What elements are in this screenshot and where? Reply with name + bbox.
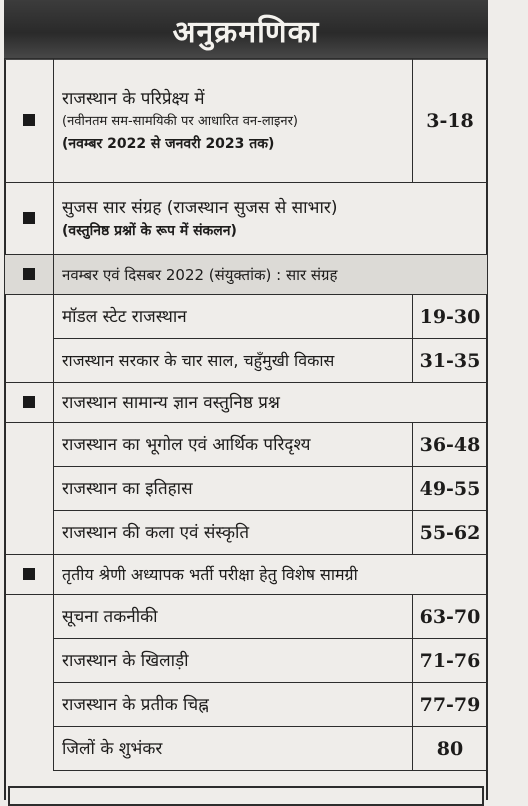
toc-entry[interactable] <box>5 183 488 255</box>
section-heading-row <box>5 555 488 595</box>
bullet-square-icon <box>5 59 54 183</box>
toc-entry[interactable] <box>5 59 488 183</box>
toc-entry[interactable] <box>5 683 488 727</box>
entry-subtitle: (नवीनतम सम-सामयिकी पर आधारित वन-लाइनर) <box>62 113 298 129</box>
page-range: 49-55 <box>413 467 488 511</box>
page-range: 36-48 <box>413 423 488 467</box>
page-range: 63-70 <box>413 595 488 639</box>
bullet-square-icon <box>5 555 54 595</box>
entry-subtitle: (वस्तुनिष्ठ प्रश्नों के रूप में संकलन) <box>62 222 237 239</box>
toc-entry[interactable] <box>5 727 488 771</box>
toc-entry[interactable] <box>5 467 488 511</box>
contents-table <box>4 58 488 771</box>
page-title: अनुक्रमणिका <box>172 14 320 50</box>
page-range: 19-30 <box>413 295 488 339</box>
bullet-square-icon <box>5 383 54 423</box>
entry-title: सुजस सार संग्रह (राजस्थान सुजस से साभार) <box>62 197 338 218</box>
page-range: 55-62 <box>413 511 488 555</box>
section-heading: नवम्बर एवं दिसबर 2022 (संयुक्तांक) : सार संग्रह <box>54 255 488 295</box>
entry-title: राजस्थान का इतिहास <box>54 467 413 511</box>
contents-header <box>4 0 488 60</box>
page-range: 71-76 <box>413 639 488 683</box>
section-heading: तृतीय श्रेणी अध्यापक भर्ती परीक्षा हेतु विशेष सामग्री <box>54 555 488 595</box>
entry-title: राजस्थान का भूगोल एवं आर्थिक परिदृश्य <box>54 423 413 467</box>
section-heading-row <box>5 255 488 295</box>
entry-title: राजस्थान के प्रतीक चिह्न <box>54 683 413 727</box>
entry-date-range: (नवम्बर 2022 से जनवरी 2023 तक) <box>62 135 275 152</box>
entry-title: राजस्थान के खिलाड़ी <box>54 639 413 683</box>
toc-entry[interactable] <box>5 511 488 555</box>
page-range: 80 <box>413 727 488 771</box>
entry-title: जिलों के शुभंकर <box>54 727 413 771</box>
bottom-border-box <box>8 786 484 806</box>
entry-title: राजस्थान सरकार के चार साल, चहुँमुखी विकास <box>54 339 413 383</box>
entry-title: मॉडल स्टेट राजस्थान <box>54 295 413 339</box>
toc-entry[interactable] <box>5 423 488 467</box>
toc-entry[interactable] <box>5 595 488 639</box>
page-range: 77-79 <box>413 683 488 727</box>
toc-entry[interactable] <box>5 339 488 383</box>
section-heading-row <box>5 383 488 423</box>
bullet-square-icon <box>5 183 54 255</box>
toc-entry[interactable] <box>5 639 488 683</box>
page-range: 3-18 <box>413 59 488 183</box>
bullet-square-icon <box>5 255 54 295</box>
toc-entry[interactable] <box>5 295 488 339</box>
entry-title: राजस्थान के परिप्रेक्ष्य में <box>62 88 205 109</box>
section-heading: राजस्थान सामान्य ज्ञान वस्तुनिष्ठ प्रश्न <box>54 383 488 423</box>
entry-title: राजस्थान की कला एवं संस्कृति <box>54 511 413 555</box>
entry-title: सूचना तकनीकी <box>54 595 413 639</box>
page-range: 31-35 <box>413 339 488 383</box>
